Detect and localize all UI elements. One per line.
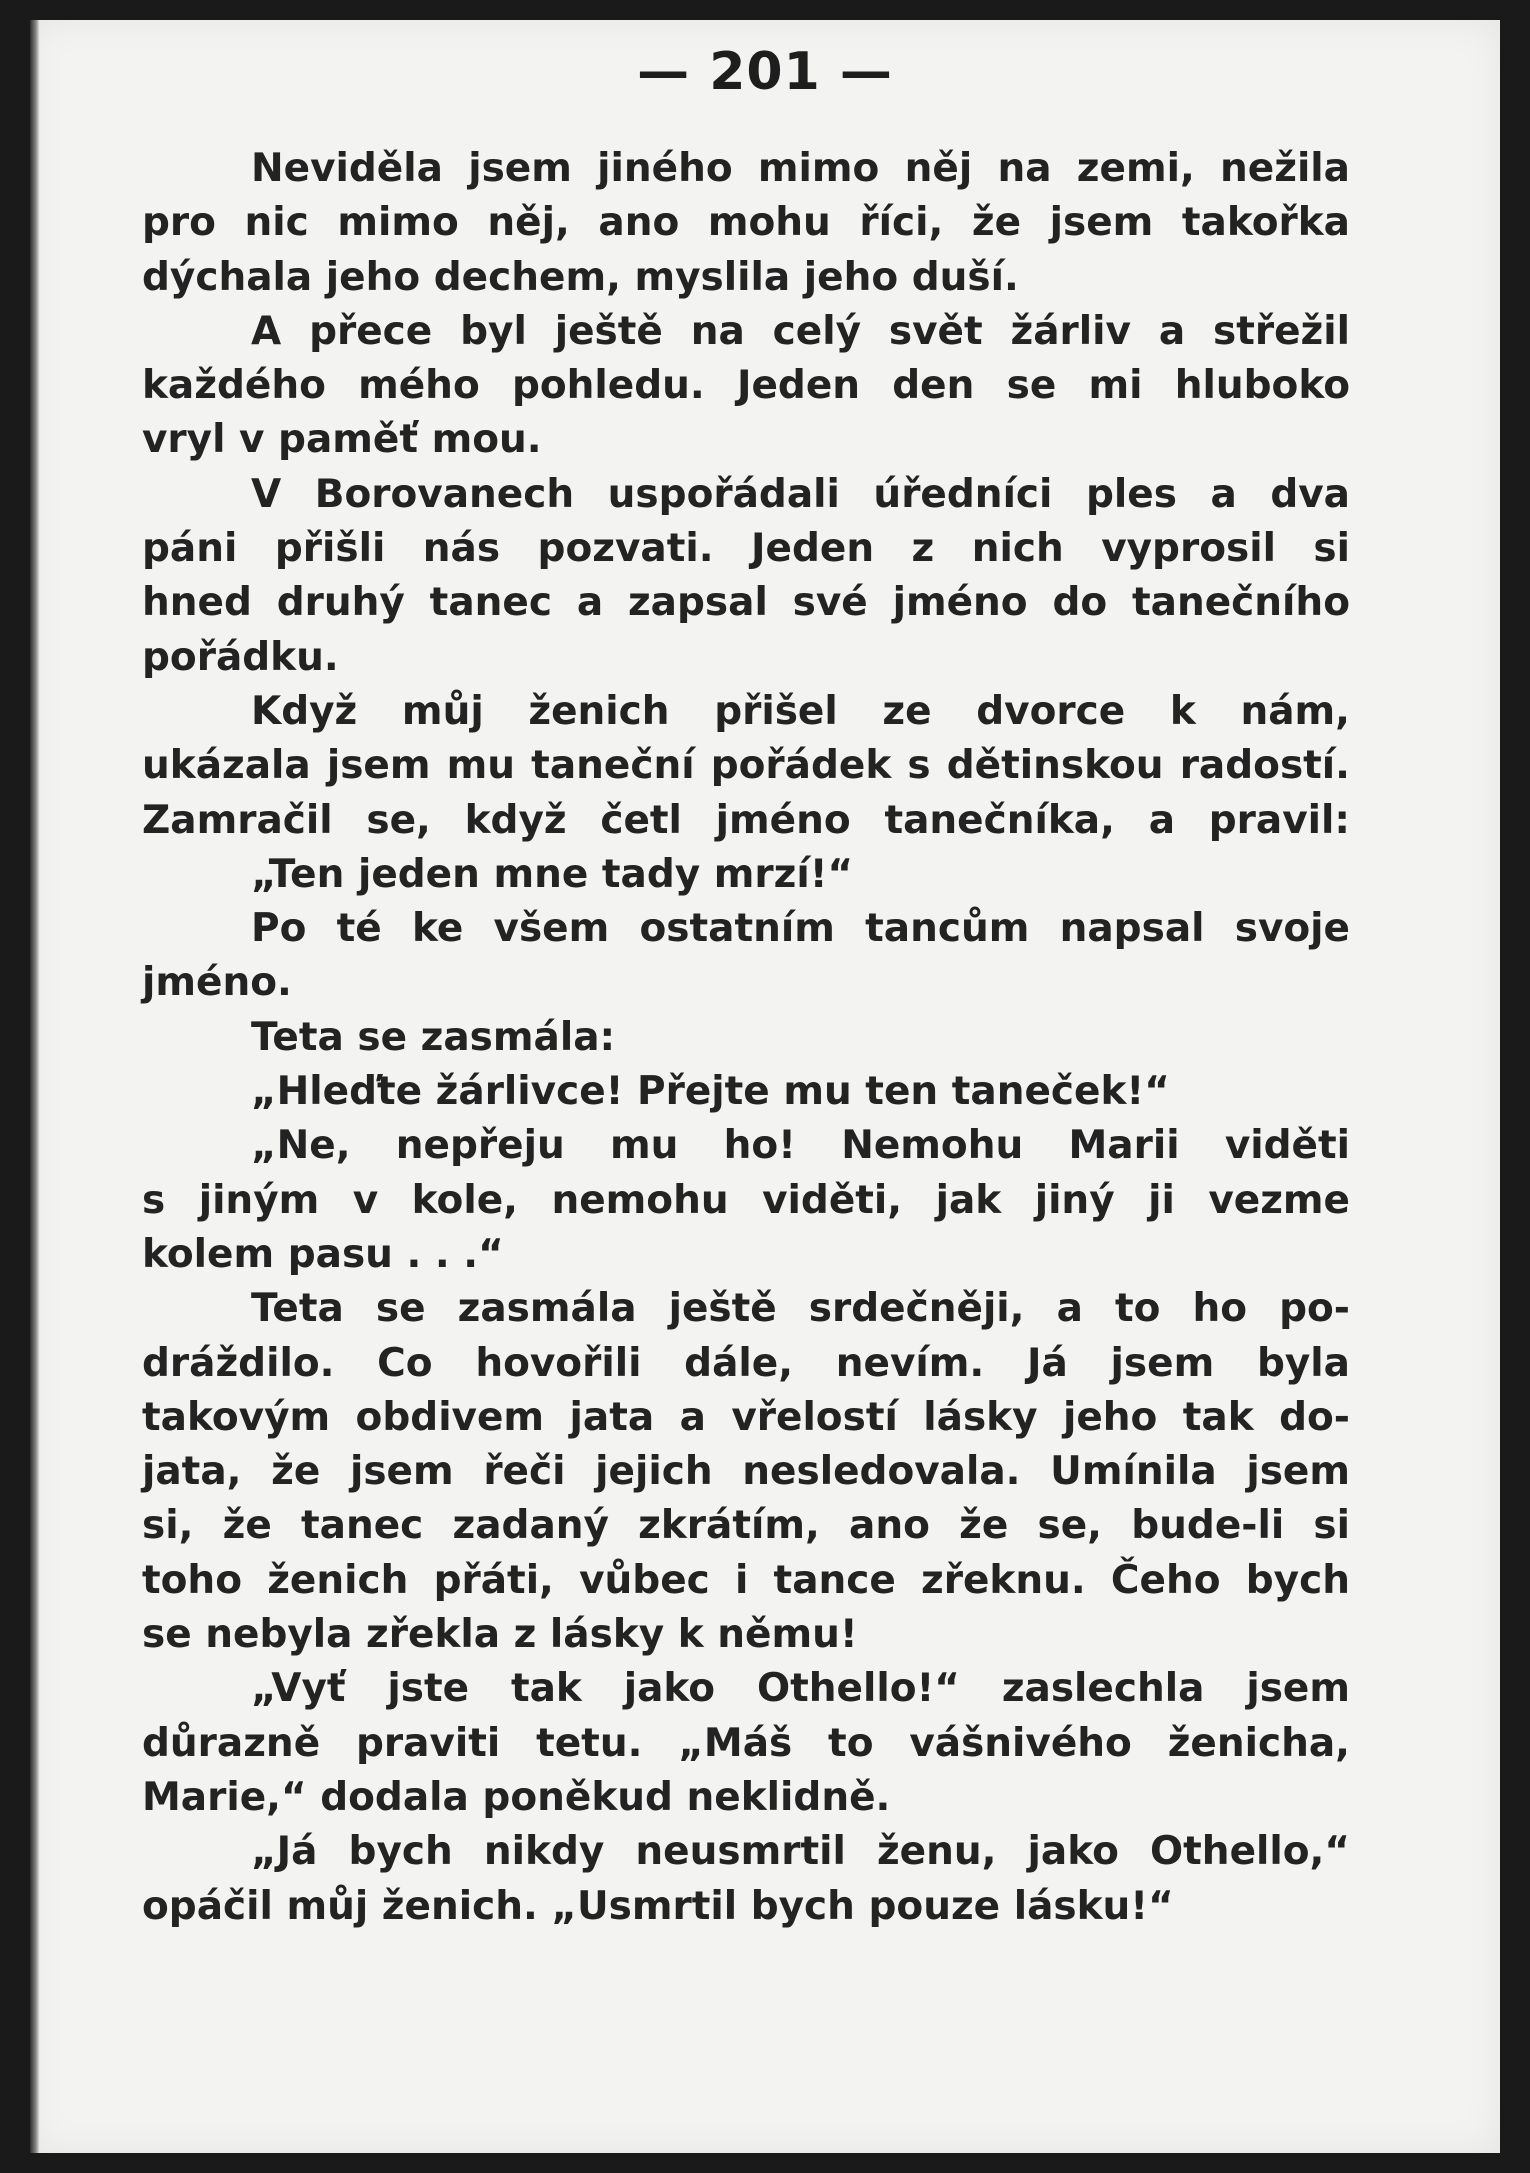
text-line: důrazně praviti tetu. „Máš to vášnivého ženicha, xyxy=(142,1720,1350,1766)
text-line: pro nic mimo něj, ano mohu říci, že jsem takořka xyxy=(142,200,1350,246)
text-line: pořádku. xyxy=(142,634,339,680)
text-line: Marie,“ dodala poněkud neklidně. xyxy=(142,1774,891,1820)
text-line: toho ženich přáti, vůbec i tance zřeknu. Čeho bych xyxy=(142,1557,1350,1603)
text-line: opáčil můj ženich. „Usmrtil bych pouze lásku!“ xyxy=(142,1883,1174,1929)
text-line: „Ne, nepřeju mu ho! Nemohu Marii viděti xyxy=(251,1123,1350,1169)
body-text xyxy=(142,142,1350,1934)
text-line: „Vyť jste tak jako Othello!“ zaslechla jsem xyxy=(251,1666,1350,1712)
text-line: se nebyla zřekla z lásky k němu! xyxy=(142,1612,858,1658)
text-line: A přece byl ještě na celý svět žárliv a střežil xyxy=(251,308,1350,354)
text-line: jméno. xyxy=(142,960,292,1006)
text-line: s jiným v kole, nemohu viděti, jak jiný ji vezme xyxy=(142,1177,1350,1223)
text-line: kolem pasu . . .“ xyxy=(142,1231,504,1277)
text-line: „Ten jeden mne tady mrzí!“ xyxy=(251,851,854,897)
text-line: hned druhý tanec a zapsal své jméno do tanečního xyxy=(142,580,1350,626)
text-line: vryl v paměť mou. xyxy=(142,417,542,463)
text-line: Po té ke všem ostatním tancům napsal svoje xyxy=(251,906,1350,952)
book-page xyxy=(30,20,1500,2153)
text-line: Když můj ženich přišel ze dvorce k nám, xyxy=(251,688,1350,734)
text-line: Zamračil se, když četl jméno tanečníka, a pravil: xyxy=(142,797,1350,843)
text-line: páni přišli nás pozvati. Jeden z nich vyprosil si xyxy=(142,526,1350,572)
text-line: dráždilo. Co hovořili dále, nevím. Já jsem byla xyxy=(142,1340,1350,1386)
text-line: si, že tanec zadaný zkrátím, ano že se, bude-li si xyxy=(142,1503,1350,1549)
text-line: V Borovanech uspořádali úředníci ples a dva xyxy=(251,471,1350,517)
text-line: dýchala jeho dechem, myslila jeho duší. xyxy=(142,254,1019,300)
text-line: každého mého pohledu. Jeden den se mi hluboko xyxy=(142,363,1350,409)
text-line: „Já bych nikdy neusmrtil ženu, jako Othello,“ xyxy=(251,1829,1350,1875)
text-line: „Hleďte žárlivce! Přejte mu ten taneček!“ xyxy=(251,1069,1170,1115)
page-binding-edge xyxy=(30,20,40,2153)
text-line: Neviděla jsem jiného mimo něj na zemi, nežila xyxy=(251,146,1350,191)
text-line: jata, že jsem řeči jejich nesledovala. Umínila jsem xyxy=(142,1449,1350,1495)
text-line: takovým obdivem jata a vřelostí lásky jeho tak do- xyxy=(142,1394,1350,1440)
page-number: — 201 — xyxy=(637,42,893,102)
text-line: Teta se zasmála: xyxy=(251,1014,616,1060)
text-line: Teta se zasmála ještě srdečněji, a to ho po- xyxy=(251,1286,1350,1332)
text-line: ukázala jsem mu taneční pořádek s dětinskou radostí. xyxy=(142,743,1350,789)
